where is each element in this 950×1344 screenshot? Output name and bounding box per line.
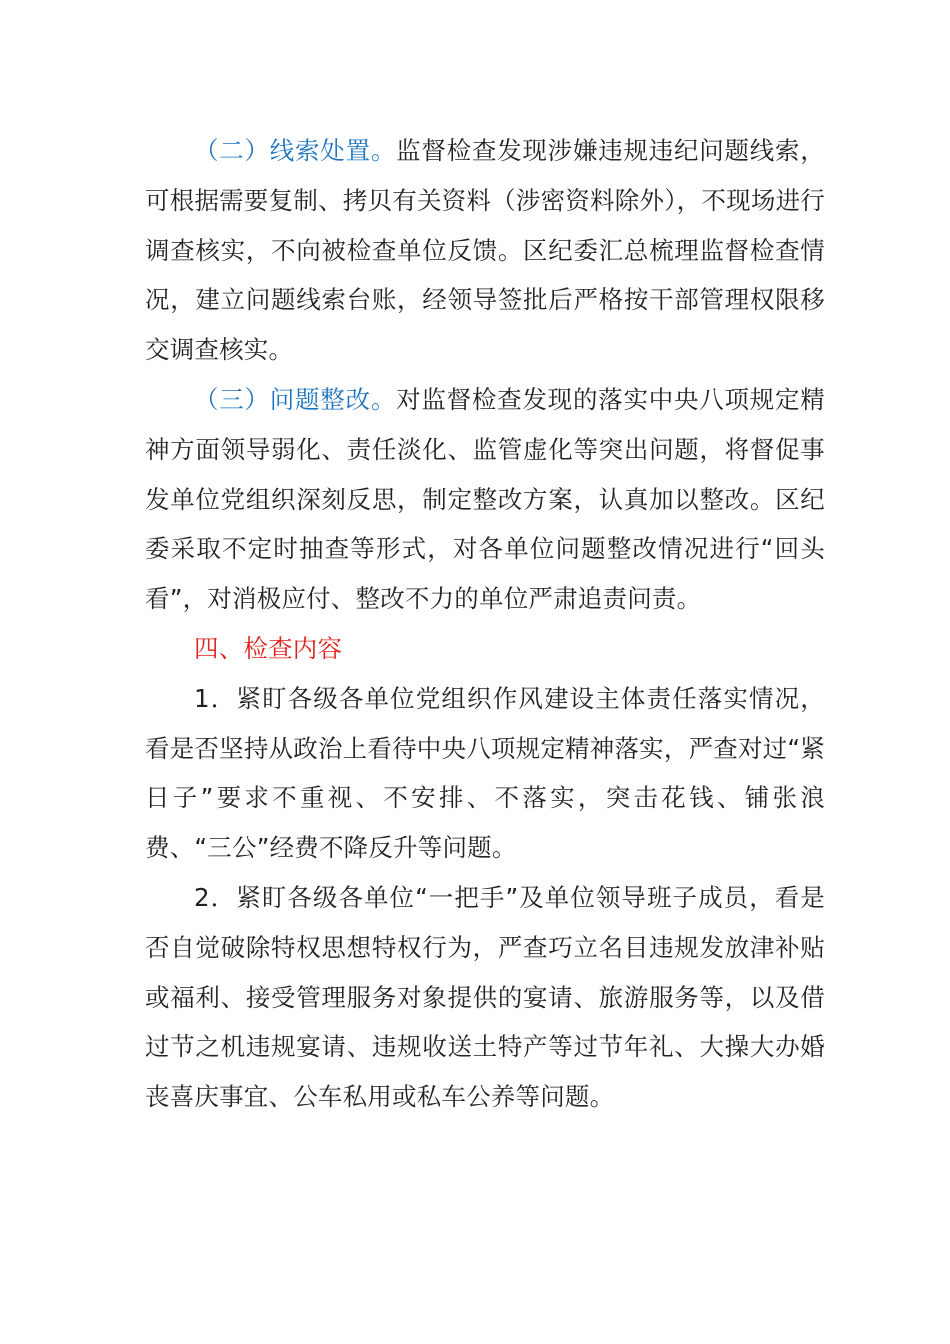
body-rectification: 对监督检查发现的落实中央八项规定精神方面领导弱化、责任淡化、监管虚化等突出问题，将督促事发单位党组织深刻反思，制定整改方案，认真加以整改。区纪委采取不定时抽查等形式，对各单位问题整改情况进行“回头看”，对消极应付、整改不力的单位严肃追责问责。 [145, 384, 825, 614]
heading-clue-handling: （二）线索处置。 [194, 136, 397, 165]
paragraph-rectification [145, 375, 825, 624]
body-clue-handling: 监督检查发现涉嫌违规违纪问题线索，可根据需要复制、拷贝有关资料（涉密资料除外），不现场进行调查核实，不向被检查单位反馈。区纪委汇总梳理监督检查情况，建立问题线索台账，经领导签批后严格按干部管理权限移交调查核实。 [145, 136, 825, 365]
document-body [145, 126, 825, 1122]
inspection-item-1: 1．紧盯各级各单位党组织作风建设主体责任落实情况，看是否坚持从政治上看待中央八项规定精神落实，严查对过“紧日子”要求不重视、不安排、不落实，突击花钱、铺张浪费、“三公”经费不降反升等问题。 [145, 683, 825, 863]
inspection-item-2: 2．紧盯各级各单位“一把手”及单位领导班子成员，看是否自觉破除特权思想特权行为，严查巧立名目违规发放津补贴或福利、接受管理服务对象提供的宴请、旅游服务等，以及借过节之机违规宴请、违规收送土特产等过节年礼、大操大办婚丧喜庆事宜、公车私用或私车公养等问题。 [145, 882, 825, 1112]
heading-rectification: （三）问题整改。 [194, 384, 397, 414]
heading-inspection-content: 四、检查内容 [194, 633, 343, 663]
paragraph-clue-handling [145, 126, 825, 375]
